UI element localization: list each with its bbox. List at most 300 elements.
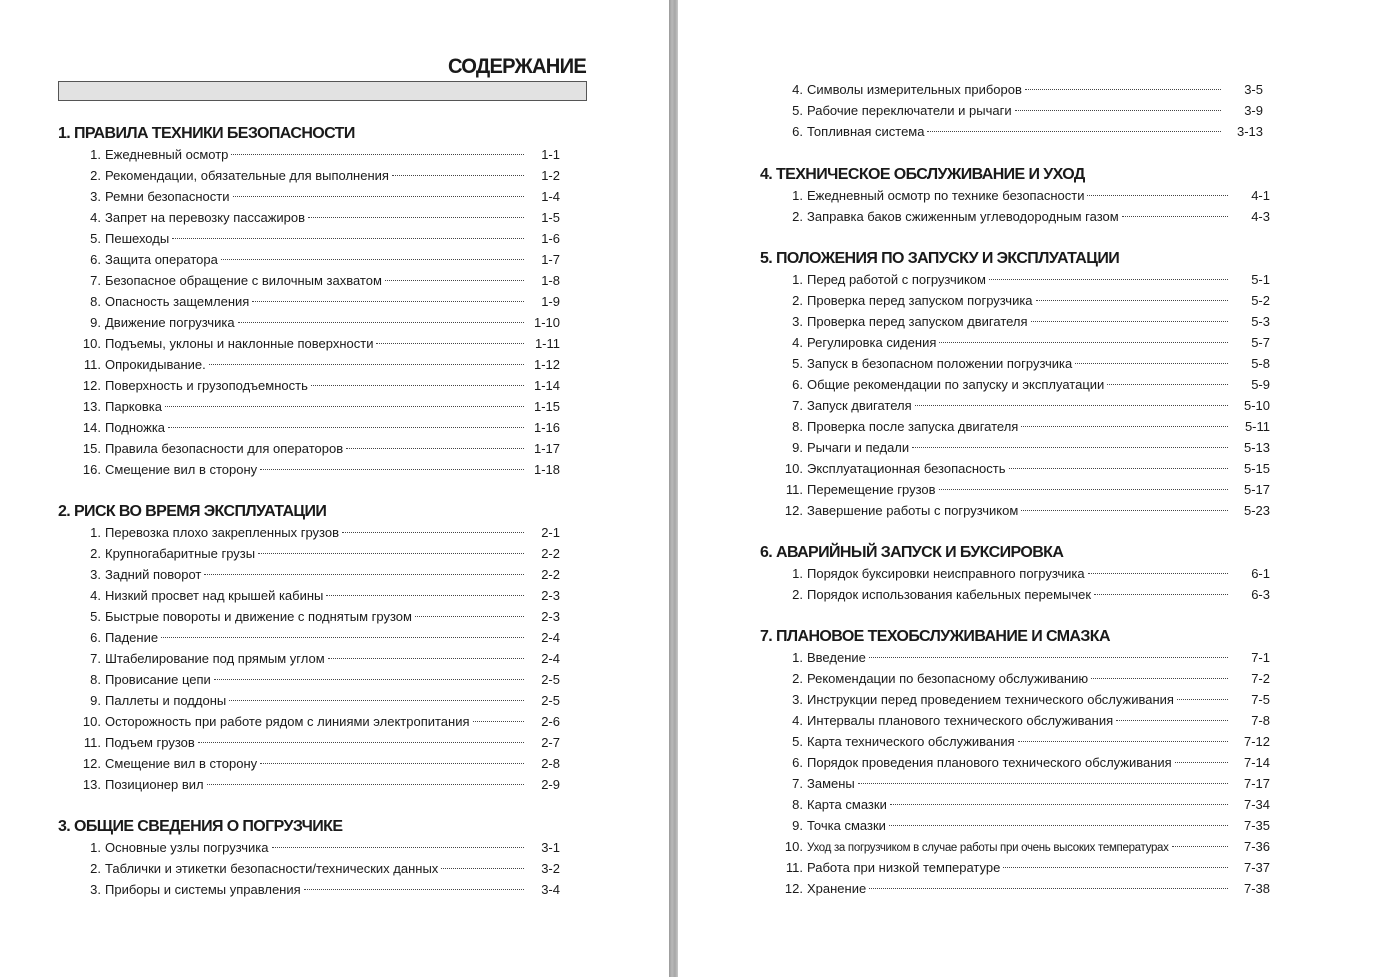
toc-entry-title: Осторожность при работе рядом с линиями электропитания bbox=[105, 714, 470, 729]
dot-leader bbox=[1075, 363, 1228, 364]
toc-entry-page-number: 3-13 bbox=[1236, 124, 1263, 139]
dot-leader bbox=[1025, 89, 1221, 90]
toc-entry[interactable] bbox=[77, 648, 560, 669]
toc-entry[interactable] bbox=[77, 417, 560, 438]
toc-entry-page-number: 2-8 bbox=[541, 756, 560, 771]
toc-list bbox=[779, 563, 1270, 605]
toc-entry-number: 6. bbox=[792, 377, 803, 392]
toc-entry[interactable] bbox=[77, 375, 560, 396]
dot-leader bbox=[1107, 384, 1228, 385]
toc-entry[interactable] bbox=[779, 374, 1270, 395]
toc-entry[interactable] bbox=[779, 773, 1270, 794]
toc-entry-page-number: 1-1 bbox=[541, 147, 560, 162]
section-heading: 4. ТЕХНИЧЕСКОЕ ОБСЛУЖИВАНИЕ И УХОД bbox=[760, 166, 1085, 183]
toc-entry-title: Хранение bbox=[807, 881, 867, 896]
toc-entry-number: 6. bbox=[792, 755, 803, 770]
dot-leader bbox=[1172, 846, 1228, 847]
toc-entry-title: Порядок проведения планового технического обслуживания bbox=[807, 755, 1172, 770]
toc-entry-number: 8. bbox=[90, 672, 101, 687]
dot-leader bbox=[415, 616, 524, 617]
toc-entry[interactable] bbox=[77, 438, 560, 459]
toc-entry-page-number: 1-17 bbox=[533, 441, 560, 456]
dot-leader bbox=[165, 406, 524, 407]
toc-entry-number: 6. bbox=[90, 252, 101, 267]
dot-leader bbox=[1031, 321, 1228, 322]
toc-entry-title: Интервалы планового технического обслуживания bbox=[807, 713, 1114, 728]
toc-entry[interactable] bbox=[77, 270, 560, 291]
toc-section-1 bbox=[58, 123, 560, 480]
toc-entry[interactable] bbox=[779, 395, 1270, 416]
toc-entry[interactable] bbox=[77, 669, 560, 690]
toc-entry-number: 5. bbox=[792, 734, 803, 749]
toc-entry-page-number: 5-10 bbox=[1243, 398, 1270, 413]
dot-leader bbox=[1094, 594, 1228, 595]
toc-list bbox=[77, 837, 560, 900]
toc-entry-title: Правила безопасности для операторов bbox=[105, 441, 344, 456]
toc-entry-page-number: 5-13 bbox=[1243, 440, 1270, 455]
toc-entry-title: Опрокидывание. bbox=[105, 357, 206, 372]
toc-entry-page-number: 1-2 bbox=[541, 168, 560, 183]
toc-entry[interactable] bbox=[77, 333, 560, 354]
toc-entry-title: Безопасное обращение с вилочным захватом bbox=[105, 273, 382, 288]
toc-section-5 bbox=[760, 248, 1270, 521]
toc-entry-page-number: 3-1 bbox=[541, 840, 560, 855]
toc-entry[interactable] bbox=[779, 100, 1263, 121]
toc-entry-number: 10. bbox=[82, 714, 101, 729]
dot-leader bbox=[858, 783, 1228, 784]
dot-leader bbox=[1003, 867, 1228, 868]
toc-entry-title: Пешеходы bbox=[105, 231, 170, 246]
toc-entry-page-number: 7-17 bbox=[1243, 776, 1270, 791]
toc-entry-title: Карта технического обслуживания bbox=[807, 734, 1015, 749]
toc-list bbox=[779, 647, 1270, 899]
toc-entry[interactable] bbox=[779, 500, 1270, 521]
toc-entry-number: 12. bbox=[82, 756, 101, 771]
dot-leader bbox=[326, 595, 524, 596]
toc-entry-title: Опасность защемления bbox=[105, 294, 250, 309]
toc-entry[interactable] bbox=[77, 186, 560, 207]
toc-entry[interactable] bbox=[77, 312, 560, 333]
dot-leader bbox=[1116, 720, 1228, 721]
toc-entry-title: Защита оператора bbox=[105, 252, 218, 267]
toc-entry-title: Рычаги и педали bbox=[807, 440, 910, 455]
toc-entry-title: Введение bbox=[807, 650, 866, 665]
toc-entry-number: 8. bbox=[792, 419, 803, 434]
toc-entry-title: Работа при низкой температуре bbox=[807, 860, 1001, 875]
toc-entry-title: Замены bbox=[807, 776, 855, 791]
toc-entry-page-number: 2-3 bbox=[541, 609, 560, 624]
toc-entry[interactable] bbox=[779, 815, 1270, 836]
toc-entry-number: 5. bbox=[90, 231, 101, 246]
dot-leader bbox=[889, 825, 1228, 826]
toc-entry-page-number: 5-8 bbox=[1251, 356, 1270, 371]
toc-entry[interactable] bbox=[77, 291, 560, 312]
toc-section-7 bbox=[760, 626, 1270, 899]
toc-entry[interactable] bbox=[77, 564, 560, 585]
dot-leader bbox=[376, 343, 524, 344]
dot-leader bbox=[172, 238, 524, 239]
toc-entry-number: 8. bbox=[90, 294, 101, 309]
toc-entry-title: Проверка после запуска двигателя bbox=[807, 419, 1019, 434]
toc-entry-number: 9. bbox=[90, 315, 101, 330]
toc-entry[interactable] bbox=[77, 627, 560, 648]
toc-entry-number: 1. bbox=[792, 272, 803, 287]
toc-section-4 bbox=[760, 164, 1270, 227]
dot-leader bbox=[161, 637, 524, 638]
toc-section-6 bbox=[760, 542, 1270, 605]
toc-entry[interactable] bbox=[779, 584, 1270, 605]
dot-leader bbox=[1009, 468, 1228, 469]
section-heading: 5. ПОЛОЖЕНИЯ ПО ЗАПУСКУ И ЭКСПЛУАТАЦИИ bbox=[760, 250, 1120, 267]
toc-entry-page-number: 2-4 bbox=[541, 630, 560, 645]
toc-entry-number: 12. bbox=[784, 881, 803, 896]
toc-entry[interactable] bbox=[779, 479, 1270, 500]
toc-entry-page-number: 1-4 bbox=[541, 189, 560, 204]
toc-entry[interactable] bbox=[779, 290, 1270, 311]
toc-entry-number: 16. bbox=[82, 462, 101, 477]
toc-entry[interactable] bbox=[77, 207, 560, 228]
toc-entry-title: Смещение вил в сторону bbox=[105, 462, 258, 477]
toc-list bbox=[779, 79, 1263, 142]
toc-entry-title: Эксплуатационная безопасность bbox=[807, 461, 1006, 476]
toc-entry-page-number: 3-9 bbox=[1244, 103, 1263, 118]
toc-entry[interactable] bbox=[779, 206, 1270, 227]
toc-entry[interactable] bbox=[779, 416, 1270, 437]
toc-entry[interactable] bbox=[77, 753, 560, 774]
toc-entry-title: Перед работой с погрузчиком bbox=[807, 272, 986, 287]
toc-entry-title: Быстрые повороты и движение с поднятым грузом bbox=[105, 609, 412, 624]
toc-entry-page-number: 2-5 bbox=[541, 693, 560, 708]
toc-entry-title: Движение погрузчика bbox=[105, 315, 235, 330]
toc-entry-title: Таблички и этикетки безопасности/технических данных bbox=[105, 861, 439, 876]
toc-section-3-continued bbox=[760, 79, 1263, 142]
toc-entry-number: 2. bbox=[792, 293, 803, 308]
section-heading: 1. ПРАВИЛА ТЕХНИКИ БЕЗОПАСНОСТИ bbox=[58, 125, 355, 142]
toc-entry[interactable] bbox=[779, 563, 1270, 584]
dot-leader bbox=[252, 301, 524, 302]
toc-entry-page-number: 2-2 bbox=[541, 546, 560, 561]
toc-entry-number: 2. bbox=[90, 546, 101, 561]
document-title: СОДЕРЖАНИЕ bbox=[447, 55, 586, 78]
toc-entry-title: Ежедневный осмотр по технике безопасности bbox=[807, 188, 1085, 203]
dot-leader bbox=[385, 280, 524, 281]
dot-leader bbox=[207, 784, 524, 785]
toc-entry[interactable] bbox=[779, 878, 1270, 899]
toc-entry[interactable] bbox=[77, 354, 560, 375]
toc-entry[interactable] bbox=[77, 711, 560, 732]
toc-entry-page-number: 1-10 bbox=[533, 315, 560, 330]
toc-list bbox=[779, 269, 1270, 521]
toc-entry[interactable] bbox=[779, 731, 1270, 752]
toc-entry-number: 10. bbox=[784, 461, 803, 476]
toc-entry-title: Уход за погрузчиком в случае работы при очень высоких температурах bbox=[807, 842, 1169, 854]
toc-entry[interactable] bbox=[77, 165, 560, 186]
dot-leader bbox=[328, 658, 524, 659]
page-gutter bbox=[669, 0, 678, 977]
dot-leader bbox=[1177, 699, 1228, 700]
page-left bbox=[0, 0, 669, 977]
toc-entry-title: Падение bbox=[105, 630, 159, 645]
dot-leader bbox=[311, 385, 524, 386]
toc-entry[interactable] bbox=[779, 311, 1270, 332]
dot-leader bbox=[1036, 300, 1228, 301]
dot-leader bbox=[346, 448, 524, 449]
toc-entry[interactable] bbox=[779, 353, 1270, 374]
toc-entry[interactable] bbox=[779, 752, 1270, 773]
toc-entry-page-number: 2-3 bbox=[541, 588, 560, 603]
toc-entry[interactable] bbox=[77, 543, 560, 564]
toc-entry-number: 5. bbox=[792, 356, 803, 371]
toc-section-2 bbox=[58, 501, 560, 795]
toc-entry-title: Символы измерительных приборов bbox=[807, 82, 1022, 97]
toc-entry-number: 3. bbox=[90, 567, 101, 582]
toc-entry-title: Рабочие переключатели и рычаги bbox=[807, 103, 1012, 118]
toc-entry-page-number: 3-5 bbox=[1244, 82, 1263, 97]
toc-list bbox=[77, 522, 560, 795]
section-heading: 7. ПЛАНОВОЕ ТЕХОБСЛУЖИВАНИЕ И СМАЗКА bbox=[760, 628, 1110, 645]
toc-entry-number: 4. bbox=[792, 82, 803, 97]
toc-entry-title: Топливная система bbox=[807, 124, 925, 139]
toc-entry-title: Перемещение грузов bbox=[807, 482, 936, 497]
toc-entry-number: 1. bbox=[792, 650, 803, 665]
toc-entry[interactable] bbox=[779, 836, 1270, 857]
toc-entry-page-number: 5-9 bbox=[1251, 377, 1270, 392]
toc-entry-title: Завершение работы с погрузчиком bbox=[807, 503, 1019, 518]
toc-entry-number: 4. bbox=[792, 713, 803, 728]
toc-entry-number: 7. bbox=[90, 651, 101, 666]
toc-entry-page-number: 1-9 bbox=[541, 294, 560, 309]
toc-entry[interactable] bbox=[779, 269, 1270, 290]
toc-entry-page-number: 7-1 bbox=[1251, 650, 1270, 665]
toc-entry-page-number: 5-7 bbox=[1251, 335, 1270, 350]
dot-leader bbox=[1122, 216, 1228, 217]
toc-entry-number: 1. bbox=[792, 188, 803, 203]
toc-entry-page-number: 2-1 bbox=[541, 525, 560, 540]
toc-entry-number: 9. bbox=[90, 693, 101, 708]
toc-entry-title: Порядок буксировки неисправного погрузчика bbox=[807, 566, 1085, 581]
toc-entry-number: 2. bbox=[90, 861, 101, 876]
toc-entry-page-number: 7-8 bbox=[1251, 713, 1270, 728]
toc-entry[interactable] bbox=[779, 332, 1270, 353]
toc-entry-number: 11. bbox=[83, 735, 101, 750]
toc-entry-title: Задний поворот bbox=[105, 567, 202, 582]
toc-entry[interactable] bbox=[779, 689, 1270, 710]
toc-entry-page-number: 1-12 bbox=[533, 357, 560, 372]
toc-entry-title: Смещение вил в сторону bbox=[105, 756, 258, 771]
toc-entry-page-number: 2-7 bbox=[541, 735, 560, 750]
toc-entry[interactable] bbox=[779, 458, 1270, 479]
toc-entry-number: 6. bbox=[792, 124, 803, 139]
toc-entry[interactable] bbox=[779, 437, 1270, 458]
toc-entry-page-number: 1-16 bbox=[533, 420, 560, 435]
toc-entry-title: Регулировка сидения bbox=[807, 335, 937, 350]
toc-entry-page-number: 5-17 bbox=[1243, 482, 1270, 497]
toc-entry[interactable] bbox=[77, 459, 560, 480]
dot-leader bbox=[260, 763, 524, 764]
toc-entry-title: Парковка bbox=[105, 399, 162, 414]
toc-entry-page-number: 7-2 bbox=[1251, 671, 1270, 686]
toc-entry[interactable] bbox=[77, 879, 560, 900]
toc-entry-page-number: 2-6 bbox=[541, 714, 560, 729]
dot-leader bbox=[890, 804, 1228, 805]
toc-entry[interactable] bbox=[779, 121, 1263, 142]
toc-entry-page-number: 1-5 bbox=[541, 210, 560, 225]
toc-entry[interactable] bbox=[779, 185, 1270, 206]
toc-entry[interactable] bbox=[779, 647, 1270, 668]
toc-entry-number: 11. bbox=[785, 482, 803, 497]
toc-entry[interactable] bbox=[77, 522, 560, 543]
toc-entry-number: 10. bbox=[784, 839, 803, 854]
toc-entry-title: Штабелирование под прямым углом bbox=[105, 651, 325, 666]
toc-entry-number: 2. bbox=[792, 671, 803, 686]
dot-leader bbox=[198, 742, 524, 743]
dot-leader bbox=[221, 259, 524, 260]
dot-leader bbox=[258, 553, 524, 554]
toc-entry-title: Запрет на перевозку пассажиров bbox=[105, 210, 306, 225]
toc-entry-page-number: 1-8 bbox=[541, 273, 560, 288]
toc-entry-title: Проверка перед запуском двигателя bbox=[807, 314, 1028, 329]
dot-leader bbox=[392, 175, 524, 176]
toc-entry-number: 4. bbox=[90, 210, 101, 225]
dot-leader bbox=[272, 847, 524, 848]
toc-entry[interactable] bbox=[77, 774, 560, 795]
toc-entry-number: 11. bbox=[83, 357, 101, 372]
toc-entry-title: Крупногабаритные грузы bbox=[105, 546, 256, 561]
page-right bbox=[678, 0, 1389, 977]
toc-entry-number: 12. bbox=[82, 378, 101, 393]
section-heading: 2. РИСК ВО ВРЕМЯ ЭКСПЛУАТАЦИИ bbox=[58, 503, 327, 520]
toc-entry-page-number: 1-11 bbox=[534, 336, 560, 351]
toc-entry[interactable] bbox=[77, 585, 560, 606]
dot-leader bbox=[1018, 741, 1228, 742]
toc-entry-number: 7. bbox=[90, 273, 101, 288]
toc-entry-title: Рекомендации по безопасному обслуживанию bbox=[807, 671, 1089, 686]
toc-list bbox=[779, 185, 1270, 227]
toc-entry[interactable] bbox=[779, 79, 1263, 100]
toc-entry-page-number: 7-14 bbox=[1243, 755, 1270, 770]
toc-entry-number: 3. bbox=[792, 314, 803, 329]
toc-entry-title: Запуск в безопасном положении погрузчика bbox=[807, 356, 1073, 371]
dot-leader bbox=[214, 679, 524, 680]
toc-entry-title: Позиционер вил bbox=[105, 777, 204, 792]
toc-entry-title: Основные узлы погрузчика bbox=[105, 840, 269, 855]
toc-entry-number: 1. bbox=[90, 840, 101, 855]
toc-entry-page-number: 5-11 bbox=[1244, 419, 1270, 434]
toc-entry[interactable] bbox=[77, 144, 560, 165]
toc-entry-page-number: 2-2 bbox=[541, 567, 560, 582]
toc-entry[interactable] bbox=[77, 858, 560, 879]
toc-entry-title: Подножка bbox=[105, 420, 166, 435]
toc-entry[interactable] bbox=[77, 837, 560, 858]
dot-leader bbox=[939, 342, 1228, 343]
toc-entry-number: 3. bbox=[90, 882, 101, 897]
dot-leader bbox=[441, 868, 524, 869]
dot-leader bbox=[1088, 573, 1228, 574]
toc-entry-title: Заправка баков сжиженным углеводородным газом bbox=[807, 209, 1119, 224]
dot-leader bbox=[1015, 110, 1221, 111]
toc-entry-number: 11. bbox=[785, 860, 803, 875]
toc-entry-page-number: 4-3 bbox=[1251, 209, 1270, 224]
dot-leader bbox=[1021, 426, 1228, 427]
toc-entry[interactable] bbox=[77, 690, 560, 711]
toc-entry[interactable] bbox=[77, 732, 560, 753]
dot-leader bbox=[231, 154, 524, 155]
toc-entry-number: 1. bbox=[792, 566, 803, 581]
dot-leader bbox=[260, 469, 524, 470]
toc-entry-number: 8. bbox=[792, 797, 803, 812]
dot-leader bbox=[989, 279, 1228, 280]
toc-entry[interactable] bbox=[77, 228, 560, 249]
toc-entry-number: 4. bbox=[792, 335, 803, 350]
toc-entry-title: Запуск двигателя bbox=[807, 398, 912, 413]
toc-entry-page-number: 5-1 bbox=[1251, 272, 1270, 287]
toc-list bbox=[77, 144, 560, 480]
toc-entry[interactable] bbox=[77, 249, 560, 270]
dot-leader bbox=[308, 217, 524, 218]
toc-entry[interactable] bbox=[779, 710, 1270, 731]
toc-entry-number: 14. bbox=[82, 420, 101, 435]
toc-entry-page-number: 1-18 bbox=[533, 462, 560, 477]
toc-entry-page-number: 3-4 bbox=[541, 882, 560, 897]
dot-leader bbox=[204, 574, 524, 575]
dot-leader bbox=[342, 532, 524, 533]
toc-entry[interactable] bbox=[779, 857, 1270, 878]
toc-entry-title: Порядок использования кабельных перемычек bbox=[807, 587, 1092, 602]
toc-entry-title: Перевозка плохо закрепленных грузов bbox=[105, 525, 339, 540]
toc-entry-number: 15. bbox=[82, 441, 101, 456]
toc-entry-page-number: 5-23 bbox=[1243, 503, 1270, 518]
toc-entry[interactable] bbox=[77, 606, 560, 627]
toc-entry-page-number: 1-6 bbox=[541, 231, 560, 246]
dot-leader bbox=[233, 196, 524, 197]
toc-entry-number: 13. bbox=[82, 777, 101, 792]
toc-entry-page-number: 7-35 bbox=[1243, 818, 1270, 833]
toc-entry-page-number: 7-12 bbox=[1243, 734, 1270, 749]
toc-entry-title: Общие рекомендации по запуску и эксплуатации bbox=[807, 377, 1105, 392]
dot-leader bbox=[927, 131, 1221, 132]
toc-entry-number: 1. bbox=[90, 525, 101, 540]
dot-leader bbox=[1091, 678, 1228, 679]
toc-entry-number: 7. bbox=[792, 776, 803, 791]
dot-leader bbox=[238, 322, 524, 323]
toc-entry[interactable] bbox=[77, 396, 560, 417]
toc-entry-number: 2. bbox=[90, 168, 101, 183]
toc-entry-page-number: 7-38 bbox=[1243, 881, 1270, 896]
toc-entry-page-number: 1-7 bbox=[541, 252, 560, 267]
toc-entry-page-number: 5-2 bbox=[1251, 293, 1270, 308]
toc-entry-page-number: 5-3 bbox=[1251, 314, 1270, 329]
dot-leader bbox=[915, 405, 1228, 406]
toc-entry-title: Приборы и системы управления bbox=[105, 882, 301, 897]
toc-entry-number: 9. bbox=[792, 818, 803, 833]
toc-entry[interactable] bbox=[779, 668, 1270, 689]
dot-leader bbox=[1087, 195, 1228, 196]
dot-leader bbox=[912, 447, 1228, 448]
toc-entry-number: 5. bbox=[90, 609, 101, 624]
dot-leader bbox=[304, 889, 524, 890]
toc-entry-page-number: 7-37 bbox=[1243, 860, 1270, 875]
toc-entry-page-number: 2-4 bbox=[541, 651, 560, 666]
dot-leader bbox=[869, 888, 1228, 889]
toc-entry-number: 4. bbox=[90, 588, 101, 603]
toc-entry-page-number: 7-36 bbox=[1243, 839, 1270, 854]
toc-entry-number: 3. bbox=[90, 189, 101, 204]
toc-entry-title: Точка смазки bbox=[807, 818, 886, 833]
toc-entry[interactable] bbox=[779, 794, 1270, 815]
toc-entry-title: Подъемы, уклоны и наклонные поверхности bbox=[105, 336, 374, 351]
toc-entry-title: Поверхность и грузоподъемность bbox=[105, 378, 308, 393]
toc-entry-title: Паллеты и поддоны bbox=[105, 693, 227, 708]
